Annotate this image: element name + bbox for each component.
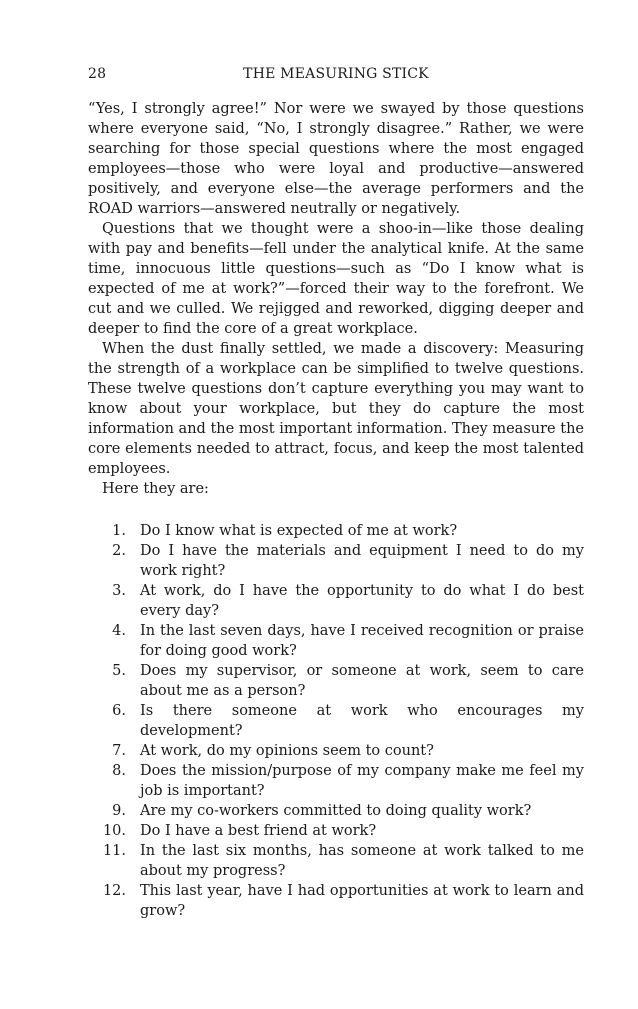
item-number: 11. bbox=[102, 843, 126, 859]
item-number: 9. bbox=[112, 803, 126, 819]
list-item bbox=[88, 821, 584, 841]
list-item bbox=[88, 541, 584, 581]
list-item bbox=[88, 881, 584, 921]
question-list bbox=[88, 521, 584, 921]
item-text: This last year, have I had opportunities at work to learn and grow? bbox=[140, 883, 584, 919]
item-text: At work, do my opinions seem to count? bbox=[140, 743, 434, 759]
paragraph: “Yes, I strongly agree!” Nor were we swayed by those questions where everyone said, “No, I strongly disagree.” Rather, we were searching for those special questions where the most engaged employees—those who were loyal and productive—answered positively, and everyone else—the average performers and the ROAD warriors—answered neutrally or negatively. bbox=[88, 101, 584, 217]
list-item bbox=[88, 761, 584, 801]
item-text: Do I have the materials and equipment I need to do my work right? bbox=[140, 543, 584, 579]
list-item bbox=[88, 741, 584, 761]
list-item bbox=[88, 661, 584, 701]
item-text: At work, do I have the opportunity to do what I do best every day? bbox=[140, 583, 584, 619]
list-item bbox=[88, 581, 584, 621]
list-item bbox=[88, 841, 584, 881]
item-text: Are my co-workers committed to doing quality work? bbox=[140, 803, 532, 819]
item-number: 2. bbox=[112, 543, 126, 559]
item-number: 1. bbox=[112, 523, 126, 539]
list-item bbox=[88, 701, 584, 741]
item-number: 3. bbox=[112, 583, 126, 599]
list-item bbox=[88, 521, 584, 541]
item-number: 6. bbox=[112, 703, 126, 719]
page-number: 28 bbox=[88, 66, 107, 82]
item-text: Do I know what is expected of me at work? bbox=[140, 523, 458, 539]
item-text: Does my supervisor, or someone at work, seem to care about me as a person? bbox=[140, 663, 584, 699]
paragraph: When the dust finally settled, we made a discovery: Measuring the strength of a workplace can be simplified to twelve questions. These twelve questions don’t capture everything you may want to know about your workplace, but they do capture the most information and the most important information. They measure the core elements needed to attract, focus, and keep the most talented employees. bbox=[88, 341, 584, 477]
item-text: In the last six months, has someone at work talked to me about my progress? bbox=[140, 843, 584, 879]
item-text: In the last seven days, have I received recognition or praise for doing good work? bbox=[140, 623, 584, 659]
paragraph: Questions that we thought were a shoo-in—like those dealing with pay and benefits—fell under the analytical knife. At the same time, innocuous little questions—such as “Do I know what is expected of me at work?”—forced their way to the forefront. We cut and we culled. We rejigged and reworked, digging deeper and deeper to find the core of a great workplace. bbox=[88, 221, 584, 337]
list-intro: Here they are: bbox=[102, 481, 209, 497]
item-number: 7. bbox=[112, 743, 126, 759]
item-number: 8. bbox=[112, 763, 126, 779]
body-text bbox=[88, 99, 584, 921]
running-head bbox=[88, 66, 584, 86]
item-number: 5. bbox=[112, 663, 126, 679]
list-item bbox=[88, 621, 584, 661]
list-item bbox=[88, 801, 584, 821]
item-text: Is there someone at work who encourages my development? bbox=[140, 703, 584, 739]
running-title: THE MEASURING STICK bbox=[243, 66, 429, 82]
item-text: Do I have a best friend at work? bbox=[140, 823, 377, 839]
item-number: 12. bbox=[102, 883, 126, 899]
item-text: Does the mission/purpose of my company make me feel my job is important? bbox=[140, 763, 584, 799]
item-number: 10. bbox=[102, 823, 126, 839]
item-number: 4. bbox=[112, 623, 126, 639]
